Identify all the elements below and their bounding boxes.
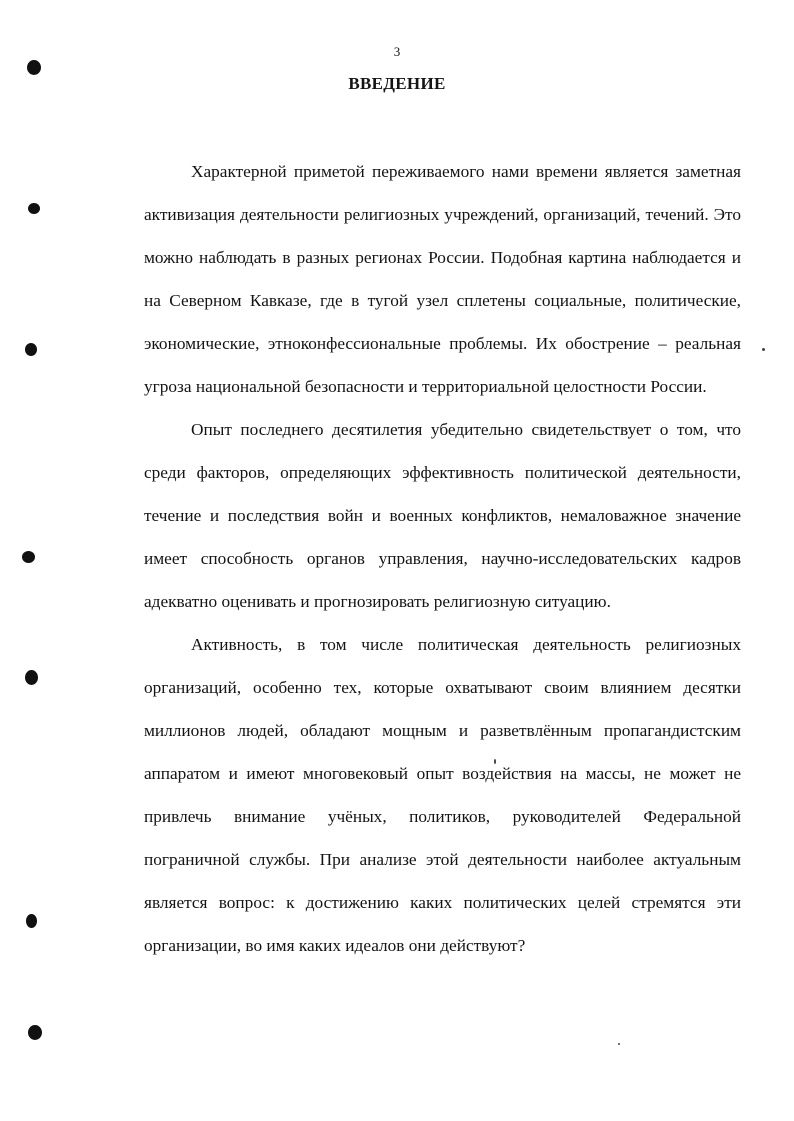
text-line: аппаратом и имеют многовековый опыт воздействия на массы, не может не <box>144 764 741 783</box>
text-line: миллионов людей, обладают мощным и разветвлённым пропагандистским <box>144 721 741 740</box>
text-line: Активность, в том числе политическая деятельность религиозных <box>191 635 741 654</box>
text-line: экономические, этноконфессиональные проблемы. Их обострение – реальная <box>144 334 741 353</box>
scan-mark <box>27 60 41 75</box>
text-line: привлечь внимание учёных, политиков, руководителей Федеральной <box>144 807 741 826</box>
text-line: на Северном Кавказе, где в тугой узел сплетены социальные, политические, <box>144 291 741 310</box>
scan-mark <box>28 1025 42 1040</box>
page-title: ВВЕДЕНИЕ <box>348 74 446 93</box>
paragraph-3 <box>98 623 741 967</box>
text-line: Опыт последнего десятилетия убедительно свидетельствует о том, что <box>191 420 741 439</box>
text-line: является вопрос: к достижению каких политических целей стремятся эти <box>144 893 741 912</box>
text-line: организаций, особенно тех, которые охватывают своим влиянием десятки <box>144 678 741 697</box>
scan-speck <box>618 1043 620 1045</box>
scan-mark <box>26 914 37 928</box>
document-body <box>98 150 741 967</box>
paragraph-2 <box>98 408 741 623</box>
text-line: течение и последствия войн и военных конфликтов, немаловажное значение <box>144 506 741 525</box>
scan-mark <box>25 343 37 356</box>
paragraph-1 <box>98 150 741 408</box>
scan-speck <box>762 348 765 351</box>
text-line: пограничной службы. При анализе этой деятельности наиболее актуальным <box>144 850 741 869</box>
scan-mark <box>25 670 38 685</box>
text-line: адекватно оценивать и прогнозировать религиозную ситуацию. <box>144 592 611 611</box>
page-number: 3 <box>393 44 401 59</box>
text-line: можно наблюдать в разных регионах России. Подобная картина наблюдается и <box>144 248 741 267</box>
text-line: имеет способность органов управления, научно-исследовательских кадров <box>144 549 741 568</box>
scan-mark <box>22 551 35 563</box>
scan-mark <box>28 203 40 214</box>
text-line: угроза национальной безопасности и территориальной целостности России. <box>144 377 707 396</box>
text-line: активизация деятельности религиозных учреждений, организаций, течений. Это <box>144 205 741 224</box>
text-line: организации, во имя каких идеалов они действуют? <box>144 936 526 955</box>
text-line: среди факторов, определяющих эффективность политической деятельности, <box>144 463 741 482</box>
text-line: Характерной приметой переживаемого нами времени является заметная <box>191 162 741 181</box>
